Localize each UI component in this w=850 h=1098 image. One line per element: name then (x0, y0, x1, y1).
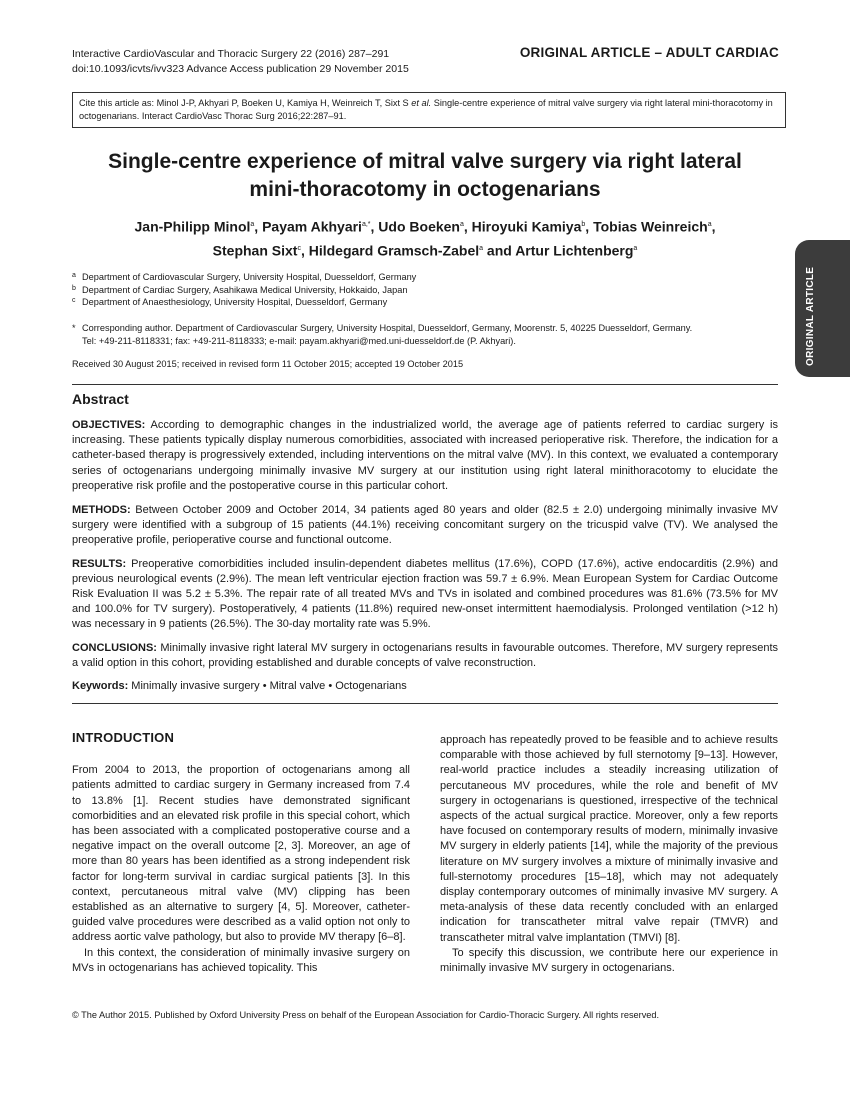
methods-label: METHODS: (72, 503, 131, 516)
author-separator: , (585, 218, 594, 235)
abstract-conclusions (72, 641, 778, 671)
abstract-body (72, 418, 778, 680)
author-affil-mark: a (459, 221, 464, 228)
author-affil-mark: a (707, 221, 712, 228)
author-affil-mark: c (297, 244, 301, 252)
abstract-objectives (72, 418, 778, 494)
author-name: Hildegard Gramsch-Zabel (308, 242, 480, 259)
author-separator: , (300, 242, 309, 259)
keywords-label: Keywords: (72, 680, 129, 692)
citation-rest: Single-centre experience of mitral valve surgery via right lateral mini-thoracotomy in octogenarians. Interact CardioVasc Thorac Surg 2016;22:287–91. (79, 98, 773, 121)
author-separator: , (711, 218, 716, 235)
author-name: Artur Lichtenberg (515, 242, 634, 259)
author-name: Stephan Sixt (212, 242, 298, 259)
author-list (72, 214, 778, 261)
conclusions-text: Minimally invasive right lateral MV surgery in octogenarians results in favourable outcomes. Therefore, MV surgery represents a valid option in this cohort, providing established and durable concepts of valve reconstruction. (72, 642, 778, 670)
methods-text: Between October 2009 and October 2014, 34 patients aged 80 years and older (82.5 ± 2.0) undergoing minimally invasive MV surgery were identified with a subgroup of 15 patients (44.1%) receiving concomitant surgery on the tricuspid valve (TV). We analysed the preoperative profile, perioperative course and functional outcome. (72, 503, 778, 546)
intro-paragraph-1: From 2004 to 2013, the proportion of octogenarians among all patients admitted to cardiac surgery in Germany increased from 7.4 to 13.8% [1]. Recent studies have demonstrated significant comorbidities and an elevated risk profile in this special cohort, which has been associated with a complicated postoperative course and a negative impact on the overall outcome [2, 3]. Moreover, an age of more than 80 years has been identified as a strong independent risk factor for long-term survival in cardiac surgical patients [3]. In this context, percutaneous mitral valve (MV) clipping has been established as an alternative to surgery [4, 5]. Moreover, catheter-guided valve procedures were described as a valid option not only to address aortic valve pathology, but also to provide MV therapy [6–8]. (72, 764, 410, 944)
citation-etal: et al. (411, 98, 432, 108)
results-label: RESULTS: (72, 557, 127, 570)
divider (72, 703, 778, 704)
corresponding-mark: * (72, 323, 76, 333)
side-tab (795, 240, 850, 377)
corresponding-author (72, 322, 778, 347)
author-separator: , (463, 218, 472, 235)
introduction-heading: INTRODUCTION (72, 730, 175, 745)
author-affil-mark: b (581, 221, 586, 228)
title-line-2: mini-thoracotomy in octogenarians (249, 178, 601, 201)
affiliation-mark: a (72, 272, 76, 279)
keywords-text: Minimally invasive surgery • Mitral valve • Octogenarians (128, 680, 407, 692)
author-separator: , (370, 218, 379, 235)
citation-prefix: Cite this article as: Minol J-P, Akhyari P, Boeken U, Kamiya H, Weinreich T, Sixt S (79, 98, 412, 108)
conclusions-label: CONCLUSIONS: (72, 642, 157, 655)
abstract-heading: Abstract (72, 391, 129, 407)
objectives-label: OBJECTIVES: (72, 419, 146, 431)
affiliations (72, 271, 416, 309)
author-separator: , (254, 218, 263, 235)
author-affil-mark: a (250, 221, 255, 228)
journal-line: Interactive CardioVascular and Thoracic Surgery 22 (2016) 287–291 (72, 48, 390, 60)
author-name: Tobias Weinreich (593, 218, 708, 235)
affiliation-item (72, 296, 416, 309)
intro-paragraph-4: To specify this discussion, we contribute here our experience in minimally invasive MV surgery in octogenarians. (440, 946, 778, 975)
corresponding-line-2: Tel: +49-211-8118331; fax: +49-211-8118333; e-mail: payam.akhyari@med.uni-duesseldorf.de (P. Akhyari). (82, 335, 516, 346)
doi-line: doi:10.1093/icvts/ivv323 Advance Access publication 29 November 2015 (72, 63, 409, 75)
intro-paragraph-3: approach has repeatedly proved to be feasible and to achieve results comparable with those achieved by full sternotomy [9–13]. However, real-world practice includes a steadily increasing utilization of percutaneous MV procedures, while the role and benefit of MV surgery in octogenarians is questioned, irrespective of the technical aspects of the actual surgical practice. Moreover, only a few reports have focused on contemporary results of modern, minimally invasive MV surgery in elderly patients [14], while the majority of the previous literature on MV surgery involves a mixture of minimally invasive and full-sternotomy procedures [15–18], which may not adequately display contemporary outcomes of minimally invasive MV surgery. A meta-analysis of these data recently concluded with an enlarged indication for transcatheter mitral valve repair (TMVR) and transcatheter mitral valve implantation (TMVI) [8]. (440, 734, 778, 944)
section-label: ORIGINAL ARTICLE – ADULT CARDIAC (519, 45, 779, 60)
affiliation-mark: b (72, 284, 76, 292)
citation-box (72, 92, 786, 128)
author-affil-mark: a (633, 244, 638, 252)
intro-paragraph-2: In this context, the consideration of minimally invasive surgery on MVs in octogenarians has achieved topicality. This (72, 946, 410, 974)
objectives-text: According to demographic changes in the industrialized world, the average age of patients referred to cardiac surgery is increasing. These patients typically display numerous comorbidities, associated with increased perioperative risk. Therefore, the indication for a catheter-based therapy is progressively extended, including interventions on the mitral valve (MV). In this context, we evaluated a contemporary series of octogenarians undergoing minimally invasive MV surgery at our institution using right lateral minithoracotomy to elucidate the preoperative risk profile and the postoperative course in this particular cohort. (72, 419, 778, 492)
author-name: Jan-Philipp Minol (134, 218, 251, 235)
abstract-methods (72, 503, 778, 549)
author-name: Payam Akhyari (262, 218, 362, 235)
affiliation-text: Department of Anaesthesiology, University Hospital, Duesseldorf, Germany (82, 297, 388, 308)
received-dates: Received 30 August 2015; received in revised form 11 October 2015; accepted 19 October 2015 (72, 359, 464, 369)
author-affil-mark: a (479, 244, 484, 252)
affiliation-mark: c (72, 297, 76, 305)
author-name: Hiroyuki Kamiya (471, 218, 582, 235)
intro-right-column (440, 733, 778, 976)
article-title (72, 148, 778, 204)
side-tab-label: ORIGINAL ARTICLE (805, 266, 816, 366)
affiliation-text: Department of Cardiovascular Surgery, University Hospital, Duesseldorf, Germany (82, 272, 417, 282)
author-name: Udo Boeken (378, 218, 460, 235)
title-line-1: Single-centre experience of mitral valve surgery via right lateral (108, 150, 742, 173)
journal-header (72, 47, 409, 77)
results-text: Preoperative comorbidities included insulin-dependent diabetes mellitus (17.6%), COPD (17.6%), active endocarditis (2.9%) and previous neurological events (2.9%). The mean left ventricular ejection fraction was 59.7 ± 6.9%. Mean European System for Cardiac Outcome Risk Evaluation II was 5.2 ± 5.3%. The repair rate of all treated MVs and TVs in isolated and combined procedures was 81.6% (73.5% for MV and 100.0% for TV surgery). Postoperatively, 4 patients (11.8%) required new-onset intermittent haemodialysis. Prolonged ventilation (>12 h) was necessary in 9 patients (26.5%). The 30-day mortality rate was 5.9%. (72, 557, 778, 631)
affiliation-item (72, 284, 416, 297)
affiliation-item (72, 271, 416, 284)
divider (72, 384, 778, 385)
corresponding-line-1: Corresponding author. Department of Cardiovascular Surgery, University Hospital, Duesseldorf, Germany, Moorenstr. 5, 40225 Duesseldorf, Germany. (82, 323, 693, 333)
affiliation-text: Department of Cardiac Surgery, Asahikawa Medical University, Hokkaido, Japan (82, 284, 408, 295)
abstract-results (72, 557, 778, 633)
copyright-footer: © The Author 2015. Published by Oxford University Press on behalf of the European Association for Cardio-Thoracic Surgery. All rights reserved. (72, 1010, 660, 1020)
keywords (72, 680, 407, 692)
author-affil-mark: a,* (361, 221, 371, 228)
author-separator: and (483, 242, 516, 259)
intro-left-column (72, 730, 410, 976)
